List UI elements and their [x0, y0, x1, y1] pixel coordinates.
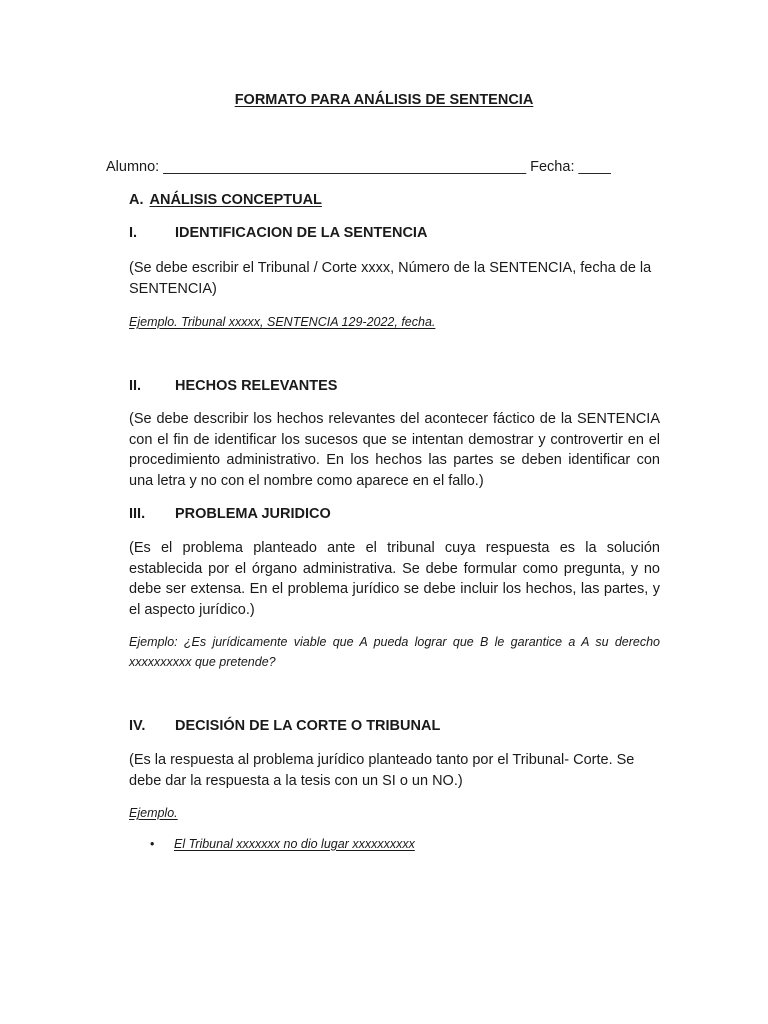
section-2-title: HECHOS RELEVANTES [175, 378, 338, 394]
section-4-text: (Es la respuesta al problema jurídico planteado tanto por el Tribunal- Corte. Se debe dar la respuesta a la tesis con un SI o un NO.) [129, 752, 635, 789]
document-title: FORMATO PARA ANÁLISIS DE SENTENCIA [234, 92, 534, 108]
section-4-heading [129, 718, 440, 734]
bullet-text: El Tribunal xxxxxxx no dio lugar xxxxxxxxxx [174, 837, 415, 851]
section-2-text: (Se debe describir los hechos relevantes del acontecer fáctico de la SENTENCIA con el fin de identificar los sucesos que se intentan demostrar y controvertir en el procedimiento administrativo. En los hechos las partes se deben identificar con una letra y no con el nombre como aparece en el fallo.) [129, 411, 660, 489]
section-a-heading [129, 192, 322, 208]
section-3-heading [129, 506, 331, 522]
section-1-heading [129, 225, 427, 241]
section-3-title: PROBLEMA JURIDICO [175, 506, 331, 522]
section-4-title: DECISIÓN DE LA CORTE O TRIBUNAL [175, 718, 441, 734]
section-4-example: Ejemplo. [129, 806, 178, 820]
section-1-number: I. [129, 225, 138, 241]
section-4-bullet-item [150, 837, 415, 851]
section-a-letter: A. [129, 192, 144, 208]
section-3-number: III. [129, 506, 146, 522]
section-2-heading [129, 378, 337, 394]
section-a-label: ANÁLISIS CONCEPTUAL [149, 192, 322, 208]
section-2-number: II. [129, 378, 142, 394]
section-4-number: IV. [129, 718, 146, 734]
section-1-title: IDENTIFICACION DE LA SENTENCIA [175, 225, 428, 241]
bullet-dot: • [150, 837, 155, 851]
section-3-text: (Es el problema planteado ante el tribunal cuya respuesta es la solución establecida por el órgano administrativa. Se debe formular como pregunta, y no debe ser extensa. En el problema jurídico se debe incluir los hechos, las partes, y el aspecto jurídico.) [129, 540, 660, 618]
section-3-example: Ejemplo: ¿Es jurídicamente viable que A pueda lograr que B le garantice a A su derecho xxxxxxxxxx que pretende? [129, 635, 660, 669]
section-1-example: Ejemplo. Tribunal xxxxx, SENTENCIA 129-2022, fecha. [129, 315, 436, 329]
student-date-line: Alumno: _____________________________________________ Fecha: ____ [106, 159, 611, 175]
section-1-text: (Se debe escribir el Tribunal / Corte xxxx, Número de la SENTENCIA, fecha de la SENTENCIA) [129, 260, 652, 297]
